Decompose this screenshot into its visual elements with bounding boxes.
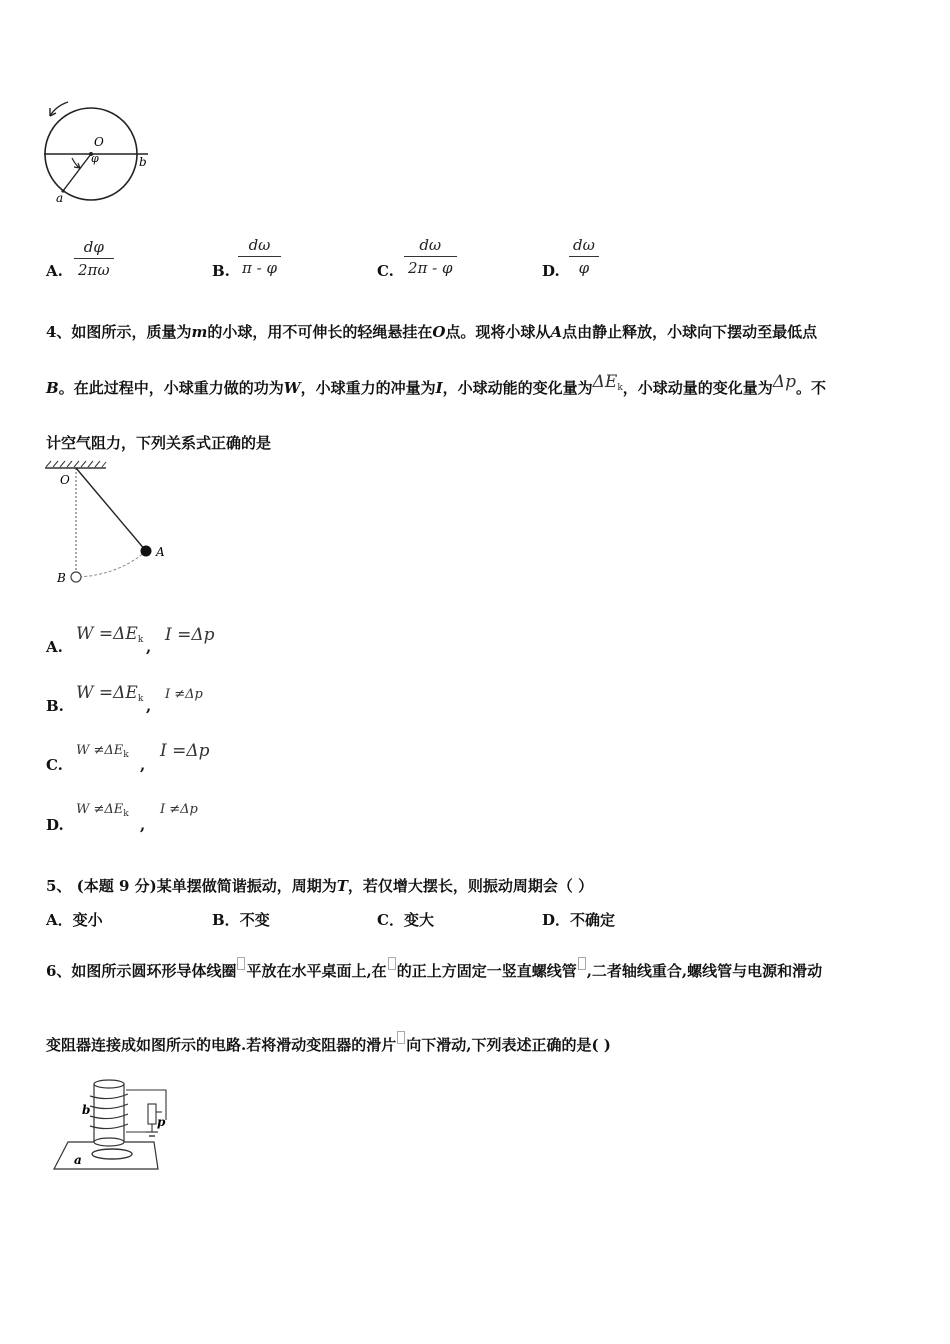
q4-option-c-left: $W \ne\Delta E_k$	[76, 743, 129, 760]
solenoid-bottom	[94, 1138, 124, 1146]
q4-line-1: 4、如图所示，质量为m的小球，用不可伸长的轻绳悬挂在O点。现将小球从A点由静止释放，小球向下摆动至最低点	[46, 323, 818, 341]
swing-arc	[80, 551, 146, 577]
rheostat	[148, 1104, 156, 1124]
var-T: T	[336, 877, 348, 895]
label-b: b	[139, 155, 147, 169]
string-line	[76, 468, 146, 551]
q3-option-b-label: B.	[212, 262, 230, 280]
q4-option-b-label: B.	[46, 697, 64, 715]
solenoid-figure	[48, 1076, 168, 1178]
q5-option-a[interactable]: A．变小	[46, 911, 103, 929]
q4-line-3: 计空气阻力，下列关系式正确的是	[46, 434, 272, 452]
q3-option-c-fraction	[404, 236, 457, 277]
q4-option-a-left: $W =\Delta E_k$	[76, 624, 144, 645]
q3-option-b-fraction	[238, 236, 281, 277]
q5-option-d[interactable]: D．不确定	[542, 911, 616, 929]
q4-line-2: B。在此过程中，小球重力做的功为W，小球重力的冲量为I，小球动能的变化量为$\Delta E_k$，小球动量的变化量为Δp。不	[46, 372, 826, 397]
q3-option-b-denominator: π - φ	[242, 259, 277, 277]
q4-option-c-label: C.	[46, 756, 63, 774]
q3-option-c-numerator: dω	[419, 236, 442, 254]
rotating-disk-figure	[40, 96, 160, 208]
var-W: W	[283, 379, 301, 397]
q6-line-2: 变阻器连接成如图所示的电路.若将滑动变阻器的滑片 向下滑动,下列表述正确的是( )	[46, 1031, 611, 1055]
q4-option-d-right: I ≠Δp	[160, 802, 198, 817]
ball-B	[71, 572, 81, 582]
q4-option-a-right: I =Δp	[165, 625, 215, 645]
pendulum-figure	[40, 458, 180, 590]
q3-option-a-fraction	[74, 238, 114, 279]
q4-option-c-right: I =Δp	[160, 741, 210, 761]
q3-option-a-numerator: dφ	[83, 238, 104, 256]
q3-option-d-denominator: φ	[578, 259, 590, 277]
var-O: O	[432, 323, 446, 341]
ball-A	[141, 546, 152, 557]
q3-option-d-label: D.	[542, 262, 560, 280]
slider-label-p: p	[157, 1115, 166, 1129]
missing-glyph-icon	[578, 957, 586, 970]
q4-option-b-right: I ≠Δp	[165, 687, 203, 702]
pendulum-label-O: O	[60, 473, 70, 487]
q5-stem: 5、 (本题 9 分)某单摆做简谐振动，周期为T，若仅增大摆长，则振动周期会（ ）	[46, 877, 594, 895]
solenoid-top	[94, 1080, 124, 1088]
pendulum-label-A: A	[156, 545, 165, 559]
missing-glyph-icon	[397, 1031, 405, 1044]
radius-line	[63, 154, 91, 191]
q4-option-d-label: D.	[46, 816, 64, 834]
var-I: I	[435, 379, 443, 397]
q5-option-c[interactable]: C．变大	[377, 911, 434, 929]
q3-option-d-numerator: dω	[573, 236, 595, 254]
label-phi: φ	[91, 152, 99, 165]
delta-ek-math: $\Delta E_k$	[592, 372, 623, 393]
q3-option-d-fraction	[569, 236, 599, 277]
ring-label-a: a	[74, 1153, 82, 1167]
q4-option-d-left: $W \ne\Delta E_k$	[76, 802, 129, 819]
var-A: A	[550, 323, 563, 341]
label-O: O	[94, 135, 104, 149]
missing-glyph-icon	[388, 957, 396, 970]
q5-option-b[interactable]: B．不变	[212, 911, 270, 929]
q3-option-a-label: A.	[46, 262, 63, 280]
q3-option-a-denominator: 2πω	[78, 261, 110, 279]
q6-line-1: 6、如图所示圆环形导体线圈 平放在水平桌面上,在 的正上方固定一竖直螺线管 ,二者轴线重合,螺线管与电源和滑动	[46, 957, 822, 981]
q3-option-c-denominator: 2π - φ	[408, 259, 453, 277]
q3-option-b-numerator: dω	[248, 236, 271, 254]
q4-option-b-left: $W =\Delta E_k$	[76, 683, 144, 704]
solenoid-body	[94, 1084, 124, 1142]
var-B: B	[46, 379, 59, 397]
q4-option-a-label: A.	[46, 638, 63, 656]
delta-p-math: Δp	[772, 372, 796, 392]
missing-glyph-icon	[237, 957, 245, 970]
var-m: m	[191, 323, 208, 341]
pendulum-label-B: B	[57, 571, 66, 585]
q3-option-c-label: C.	[377, 262, 394, 280]
ceiling-hatch	[46, 461, 106, 467]
label-a: a	[56, 191, 64, 205]
solenoid-label-b: b	[82, 1103, 91, 1117]
